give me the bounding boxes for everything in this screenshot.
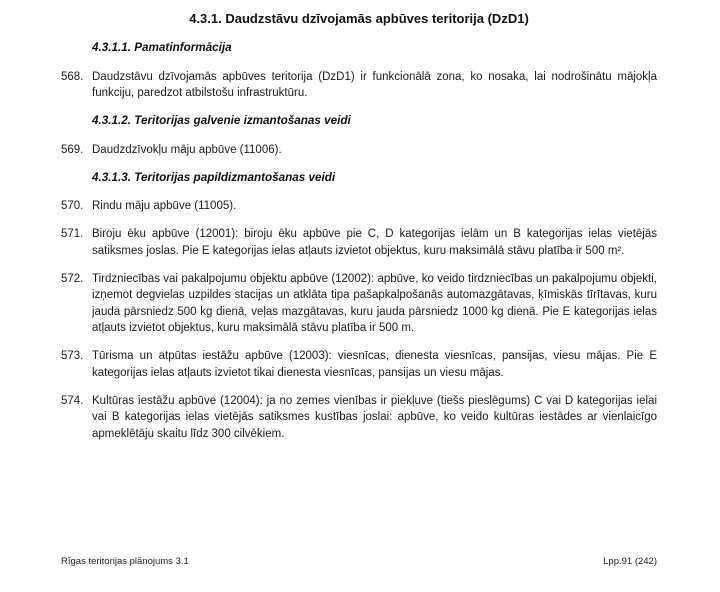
paragraph-text: Daudzstāvu dzīvojamās apbūves teritorija (DzD1) ir funkcionālā zona, ko nosaka, lai nodrošinātu mājokļa funkciju, paredzot atbilstošu infrastruktūru. xyxy=(92,70,657,99)
footer-document-name: Rīgas teritorijas plānojums 3.1 xyxy=(61,556,189,567)
page-title: 4.3.1. Daudzstāvu dzīvojamās apbūves teritorija (DzD1) xyxy=(189,11,529,26)
page-footer xyxy=(61,556,657,567)
paragraph-text: Tirdzniecības vai pakalpojumu objektu apbūve (12002): apbūve, ko veido tirdzniecības un pakalpojumu objekti, izņemot degvielas uzpildes stacijas un atklāta tipa pašapkalpošanās automazgātavas, ķīmiskās tīrītavas, kuru jauda pārsniedz 500 kg dienā, veļas mazgātavas, kuru jauda pārsniedz 1000 kg dienā. Pie E kategorijas ielas atļauts izvietot objektus, kuru maksimālā stāvu platība ir 500 m. xyxy=(92,272,657,334)
numbered-paragraph xyxy=(61,348,657,381)
paragraph-number: 569. xyxy=(61,143,84,156)
numbered-paragraph xyxy=(61,226,657,259)
paragraph-number: 568. xyxy=(61,70,84,83)
paragraph-number: 572. xyxy=(61,272,84,285)
numbered-paragraph xyxy=(61,198,657,215)
section-heading: 4.3.1.3. Teritorijas papildizmantošanas veidi xyxy=(92,170,336,184)
paragraph-text: Rindu māju apbūve (11005). xyxy=(92,200,237,212)
paragraph-number: 574. xyxy=(61,394,84,407)
numbered-paragraph xyxy=(61,271,657,337)
paragraph-text: Biroju ēku apbūve (12001): biroju ēku apbūve pie C, D kategorijas ielām un B kategorijas ielas vietējās satiksmes joslas. Pie E kategorijas ielas atļauts izvietot objektus, kuru maksimālā stāvu platība ir 500 m². xyxy=(92,228,657,257)
paragraph-text: Kultūras iestāžu apbūve (12004): ja no zemes vienības ir piekļuve (tiešs pieslēgums) C vai D kategorijas ielai vai B kategorijas ielas vietējās satiksmes kustības joslai: apbūve, ko veido kultūras iestādes ar vienlaicīgo apmeklētāju skaitu līdz 300 cilvēkiem. xyxy=(92,394,657,440)
paragraph-text: Daudzdzīvokļu māju apbūve (11006). xyxy=(92,143,282,156)
paragraph-number: 570. xyxy=(61,200,84,212)
numbered-paragraph xyxy=(61,69,657,102)
section-heading: 4.3.1.2. Teritorijas galvenie izmantošanas veidi xyxy=(92,114,351,127)
paragraph-text: Tūrisma un atpūtas iestāžu apbūve (12003): viesnīcas, dienesta viesnīcas, pansijas, viesu mājas. Pie E kategorijas ielas atļauts izvietot tikai dienesta viesnīcas, pansijas un viesu mājas. xyxy=(92,350,657,379)
document-body xyxy=(61,40,657,442)
section-heading: 4.3.1.1. Pamatinformācija xyxy=(92,41,232,54)
paragraph-number: 573. xyxy=(61,350,84,362)
numbered-paragraph xyxy=(61,142,657,159)
footer-page-number: Lpp.91 (242) xyxy=(603,556,657,567)
paragraph-number: 571. xyxy=(61,228,84,240)
numbered-paragraph xyxy=(61,393,657,443)
